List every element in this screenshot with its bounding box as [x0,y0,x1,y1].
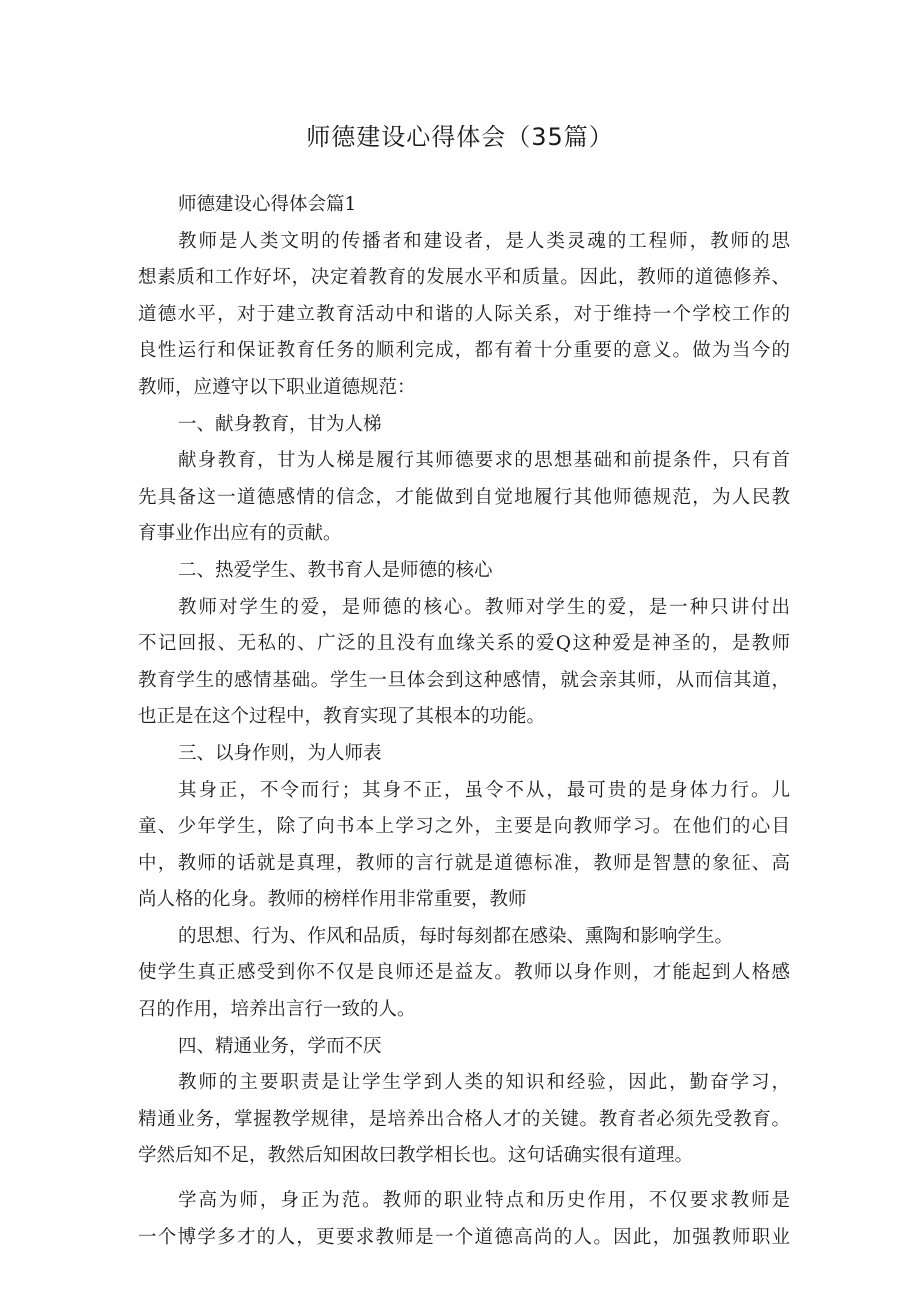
text-line: 学然后知不足，教然后知困故曰教学相长也。这句话确实很有道理。 [138,1145,694,1167]
text-line: 教师对学生的爱，是师德的核心。教师对学生的爱，是一种只讲付出 [178,596,790,618]
text-line: 教师的主要职责是让学生学到人类的知识和经验，因此，勤奋学习， [178,1072,790,1094]
text-line: 育事业作出应有的贡献。 [138,523,342,545]
text-line: 童、少年学生，除了向书本上学习之外，主要是向教师学习。在他们的心目 [138,816,790,838]
text-line: 中，教师的话就是真理，教师的言行就是道德标准，教师是智慧的象征、高 [138,852,790,874]
text-line: 一、献身教育，甘为人梯 [178,413,382,435]
text-line: 三、以身作则，为人师表 [178,742,382,764]
text-line: 道德水平，对于建立教育活动中和谐的人际关系，对于维持一个学校工作的 [138,303,790,325]
text-line: 一个博学多才的人，更要求教师是一个道德高尚的人。因此，加强教师职业 [138,1226,790,1248]
document-title: 师德建设心得体会（35篇） [306,123,614,151]
text-line: 想素质和工作好坏，决定着教育的发展水平和质量。因此，教师的道德修养、 [138,267,790,289]
text-line: 不记回报、无私的、广泛的且没有血缘关系的爱Q这种爱是神圣的，是教师 [138,633,790,655]
text-line: 先具备这一道德感情的信念，才能做到自觉地履行其他师德规范，为人民教 [138,486,790,508]
text-line: 四、精通业务，学而不厌 [178,1035,382,1057]
text-line: 献身教育，甘为人梯是履行其师德要求的思想基础和前提条件，只有首 [178,450,790,472]
text-line: 使学生真正感受到你不仅是良师还是益友。教师以身作则，才能起到人格感 [138,962,790,984]
document-body [138,187,790,1256]
text-line: 的思想、行为、作风和品质，每时每刻都在感染、熏陶和影响学生。 [178,925,734,947]
text-line: 师德建设心得体会篇1 [178,194,357,215]
text-line: 良性运行和保证教育任务的顺利完成，都有着十分重要的意义。做为当今的 [138,340,790,362]
paragraph-gap [138,1175,790,1183]
text-line: 教师是人类文明的传播者和建设者，是人类灵魂的工程师，教师的思 [178,230,790,252]
text-line: 学高为师，身正为范。教师的职业特点和历史作用，不仅要求教师是 [178,1190,790,1212]
text-line: 尚人格的化身。教师的榜样作用非常重要，教师 [138,889,527,911]
text-line: 教育学生的感情基础。学生一旦体会到这种感情，就会亲其师，从而信其道， [138,669,790,691]
text-line: 精通业务，掌握教学规律，是培养出合格人才的关键。教育者必须先受教育。 [138,1108,790,1130]
text-line: 召的作用，培养出言行一致的人。 [138,999,416,1021]
text-line: 也正是在这个过程中，教育实现了其根本的功能。 [138,706,546,728]
text-line: 二、热爱学生、教书育人是师德的核心 [178,559,493,581]
text-line: 教师，应遵守以下职业道德规范： [138,376,416,398]
text-line: 其身正，不令而行；其身不正，虽令不从，最可贵的是身体力行。儿 [178,779,790,801]
